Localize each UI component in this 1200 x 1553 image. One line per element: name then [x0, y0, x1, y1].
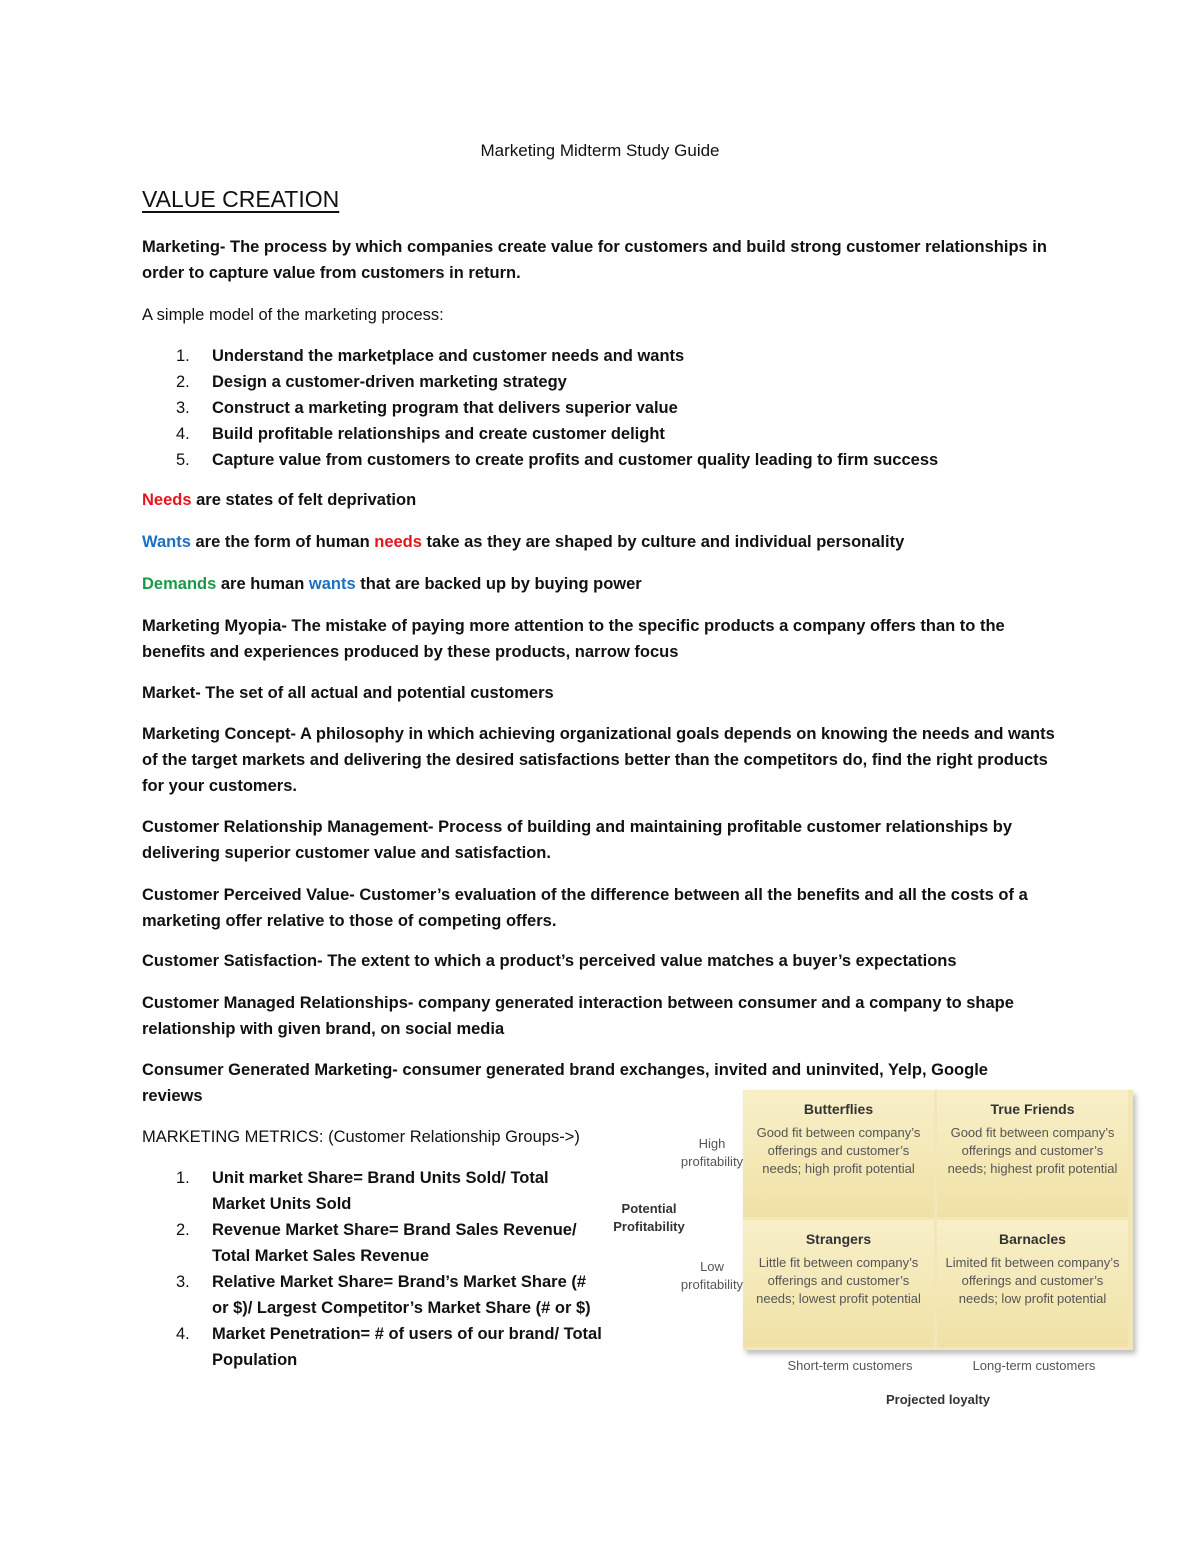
list-item: 1. Unit market Share= Brand Units Sold/ Total Market Units Sold — [176, 1169, 549, 1213]
x-long-label: Long-term customers — [972, 1358, 1096, 1373]
model-intro: A simple model of the marketing process: — [142, 306, 444, 324]
list-item: 4. Build profitable relationships and create customer delight — [176, 425, 665, 443]
definition-market: Market- The set of all actual and potential customers — [142, 684, 554, 702]
definition-marketing-myopia: Marketing Myopia- The mistake of paying more attention to the specific products a company offers than to the benefits and experiences produced by these products, narrow focus — [142, 617, 1005, 661]
marketing-definition: Marketing- The process by which companies create value for customers and build strong customer relationships in order to capture value from customers in return. — [142, 238, 1047, 282]
cell-strangers: Strangers Little fit between company’s offerings and customer’s needs; lowest profit potential — [743, 1220, 934, 1347]
section-heading: VALUE CREATION — [142, 186, 340, 212]
definition-customer-managed-relationships: Customer Managed Relationships- company generated interaction between consumer and a company to shape relationship with given brand, on social media — [142, 994, 1014, 1038]
list-item: 4. Market Penetration= # of users of our brand/ Total Population — [176, 1325, 602, 1369]
definition-consumer-generated-marketing: Consumer Generated Marketing- consumer generated brand exchanges, invited and uninvited, Yelp, Google reviews — [142, 1061, 988, 1105]
definition-customer-satisfaction: Customer Satisfaction- The extent to which a product’s perceived value matches a buyer’s expectations — [142, 952, 957, 970]
metrics-heading: MARKETING METRICS: (Customer Relationship Groups->) — [142, 1128, 580, 1146]
y-axis-title: Potential Profitability — [613, 1201, 685, 1234]
relationship-grid — [743, 1090, 1133, 1350]
y-high-label: High profitability — [680, 1136, 744, 1169]
wants-term: Wants — [142, 533, 191, 551]
list-item: 2. Design a customer-driven marketing strategy — [176, 373, 567, 391]
cell-butterflies: Butterflies Good fit between company’s offerings and customer’s needs; high profit potential — [743, 1090, 934, 1217]
list-item: 2. Revenue Market Share= Brand Sales Revenue/ Total Market Sales Revenue — [176, 1221, 577, 1265]
x-axis-title: Projected loyalty — [885, 1392, 991, 1407]
definition-customer-perceived-value: Customer Perceived Value- Customer’s evaluation of the difference between all the benefits and all the costs of a marketing offer relative to those of competing offers. — [142, 886, 1028, 930]
marketing-process-list — [142, 343, 1042, 473]
list-item: 1. Understand the marketplace and customer needs and wants — [176, 347, 685, 365]
list-item: 3. Relative Market Share= Brand’s Market Share (# or $)/ Largest Competitor’s Market Share (# or $) — [176, 1273, 591, 1317]
wants-definition: Wants are the form of human needs take as they are shaped by culture and individual personality — [142, 533, 905, 551]
definition-marketing-concept: Marketing Concept- A philosophy in which achieving organizational goals depends on knowing the needs and wants of the target markets and delivering the desired satisfactions better than the competitors do, find the right products for your customers. — [142, 725, 1055, 795]
definition-crm: Customer Relationship Management- Process of building and maintaining profitable customer relationships by delivering superior customer value and satisfaction. — [142, 818, 1013, 862]
cell-barnacles: Barnacles Limited fit between company’s offerings and customer’s needs; low profit potential — [937, 1220, 1128, 1347]
needs-definition: Needs are states of felt deprivation — [142, 491, 417, 509]
metrics-list — [142, 1165, 602, 1373]
demands-definition: Demands are human wants that are backed up by buying power — [142, 575, 642, 593]
demands-term: Demands — [142, 575, 217, 593]
x-short-label: Short-term customers — [787, 1358, 913, 1373]
y-low-label: Low profitability — [680, 1259, 744, 1292]
needs-term: Needs — [142, 491, 192, 509]
list-item: 5. Capture value from customers to create profits and customer quality leading to firm success — [176, 451, 939, 469]
document-title: Marketing Midterm Study Guide — [480, 141, 720, 160]
cell-true-friends: True Friends Good fit between company’s offerings and customer’s needs; highest profit potential — [937, 1090, 1128, 1217]
list-item: 3. Construct a marketing program that delivers superior value — [176, 399, 678, 417]
customer-relationship-groups-figure — [605, 1085, 1145, 1415]
